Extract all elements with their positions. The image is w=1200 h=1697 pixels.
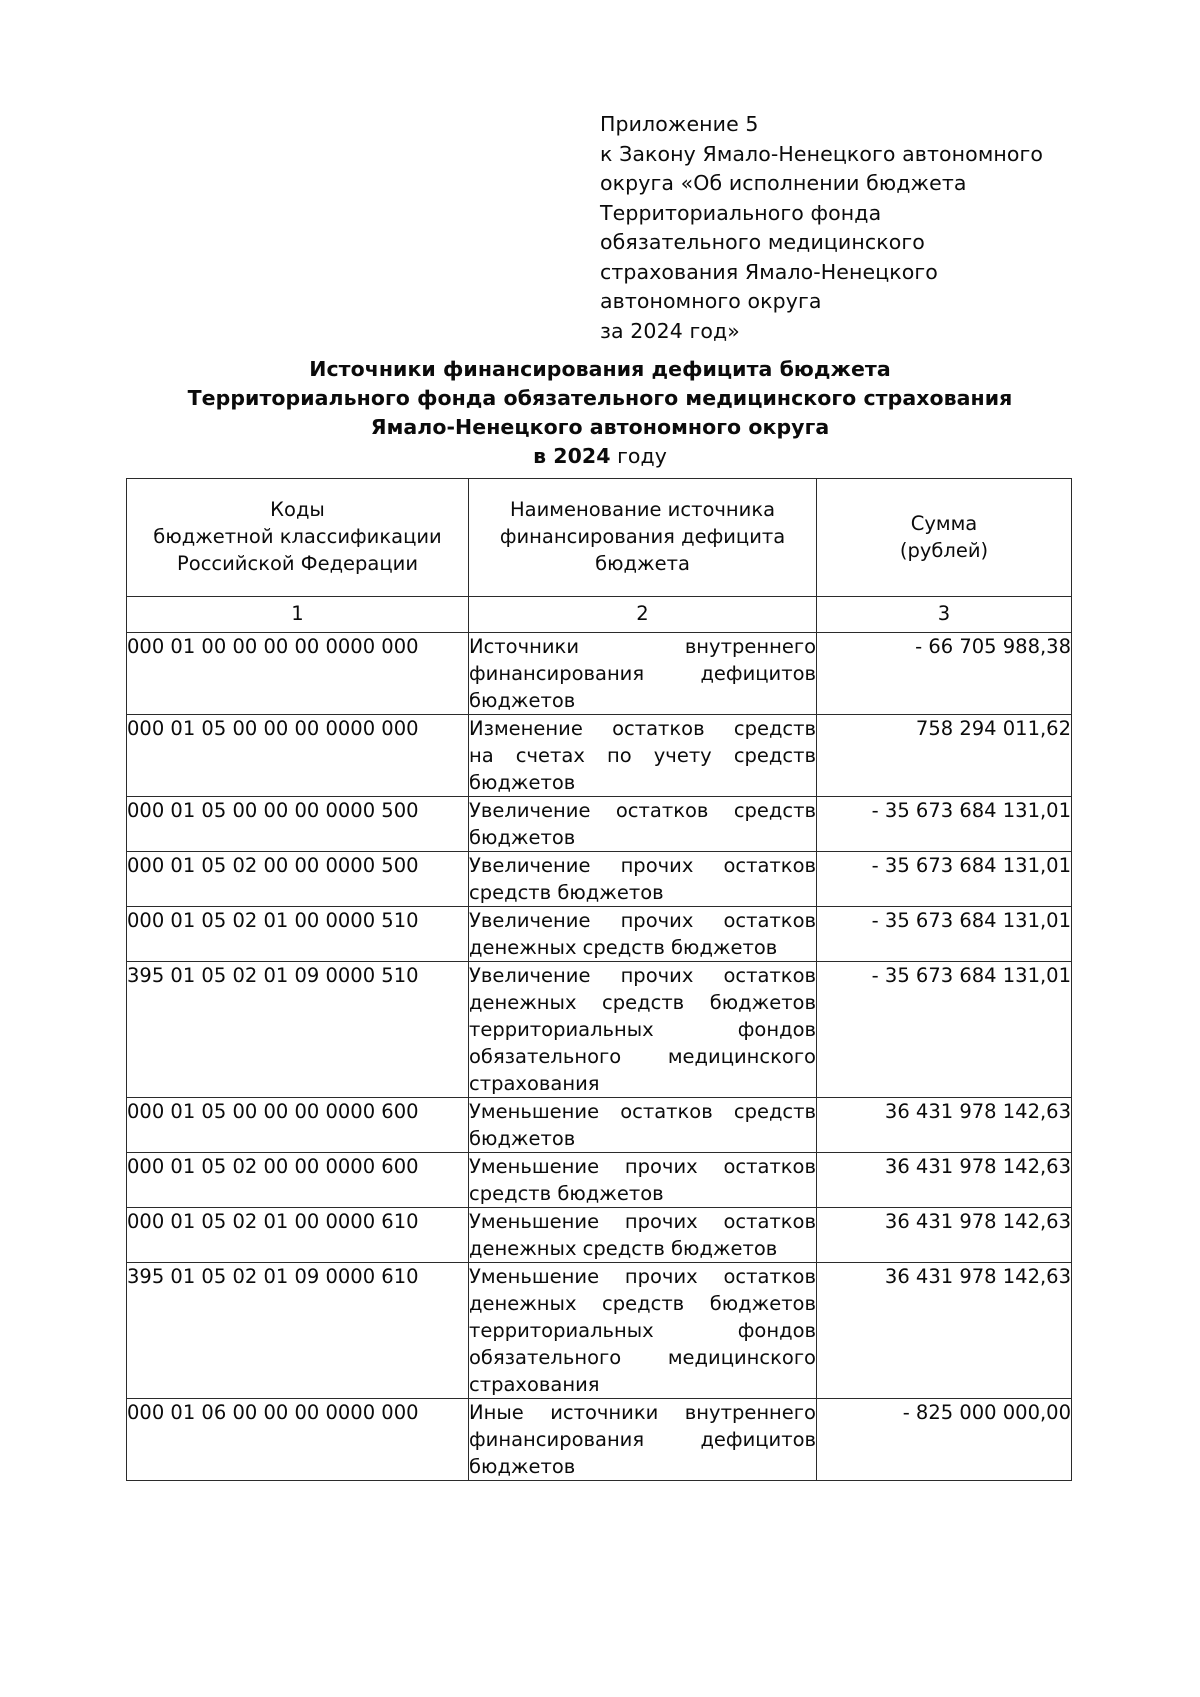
row-code-cell: 000 01 05 02 00 00 0000 600: [127, 1153, 469, 1208]
row-sum-value: 36 431 978 142,63: [884, 1100, 1071, 1123]
row-name-cell: [469, 1263, 817, 1399]
row-name-line: обязательного медицинского: [469, 1045, 816, 1068]
reference-line-1: Приложение 5: [600, 112, 759, 136]
row-code-cell: 000 01 05 00 00 00 0000 500: [127, 797, 469, 852]
table-header: [127, 479, 1072, 597]
page-title: [100, 355, 1100, 471]
row-sum-value: 36 431 978 142,63: [884, 1210, 1071, 1233]
table-row: [127, 1208, 1072, 1263]
row-sum-cell: [817, 1208, 1072, 1263]
table-row: [127, 1153, 1072, 1208]
column-header-sum: [817, 479, 1072, 597]
row-code-cell: 000 01 05 02 00 00 0000 500: [127, 852, 469, 907]
row-code-cell: 000 01 05 02 01 00 0000 510: [127, 907, 469, 962]
numbering-cell-2: 2: [469, 597, 817, 633]
row-name-line: Увеличение прочих остатков: [469, 909, 816, 932]
row-sum-value: - 825 000 000,00: [902, 1401, 1071, 1424]
row-name-cell: [469, 797, 817, 852]
row-code-cell: 000 01 05 00 00 00 0000 000: [127, 715, 469, 797]
row-sum-cell: [817, 715, 1072, 797]
row-name-cell: [469, 1208, 817, 1263]
row-name-line: бюджетов: [469, 771, 576, 794]
table-row: [127, 715, 1072, 797]
row-sum-value: - 35 673 684 131,01: [871, 909, 1071, 932]
row-name-cell: [469, 633, 817, 715]
row-sum-cell: [817, 633, 1072, 715]
column-header-codes: [127, 479, 469, 597]
title-line-2: Территориального фонда обязательного медицинского страхования: [187, 386, 1013, 410]
row-name-line: денежных средств бюджетов: [469, 1237, 778, 1260]
table-numbering-row: [127, 597, 1072, 633]
row-name-line: бюджетов: [469, 1455, 576, 1478]
column-header-sum-line-2: (рублей): [899, 538, 989, 562]
row-name-cell: [469, 1399, 817, 1481]
row-name-line: средств бюджетов: [469, 881, 664, 904]
row-name-line: обязательного медицинского: [469, 1346, 816, 1369]
table-row: [127, 1399, 1072, 1481]
row-sum-cell: [817, 1263, 1072, 1399]
numbering-cell-3: 3: [817, 597, 1072, 633]
row-name-line: финансирования дефицитов: [469, 662, 816, 685]
row-sum-cell: [817, 1399, 1072, 1481]
row-name-cell: [469, 715, 817, 797]
row-name-line: бюджетов: [469, 826, 576, 849]
table-header-row: [127, 479, 1072, 597]
table-row: [127, 907, 1072, 962]
row-name-line: Уменьшение прочих остатков: [469, 1265, 816, 1288]
row-name-line: денежных средств бюджетов: [469, 936, 778, 959]
column-header-codes-line-2: бюджетной классификации: [153, 525, 442, 548]
column-header-name-line-2: финансирования дефицита: [499, 525, 786, 548]
table-row: [127, 852, 1072, 907]
row-code-cell: 000 01 05 00 00 00 0000 600: [127, 1098, 469, 1153]
row-name-cell: [469, 852, 817, 907]
reference-line-5: обязательного медицинского: [600, 230, 925, 254]
row-name-line: на счетах по учету средств: [469, 744, 816, 767]
row-name-line: средств бюджетов: [469, 1182, 664, 1205]
row-name-line: Изменение остатков средств: [469, 717, 816, 740]
row-name-cell: [469, 962, 817, 1098]
reference-line-3: округа «Об исполнении бюджета: [600, 171, 967, 195]
row-name-line: Уменьшение остатков средств: [469, 1100, 816, 1123]
row-name-line: страхования: [469, 1072, 600, 1095]
reference-line-7: автономного округа: [600, 289, 822, 313]
row-name-line: бюджетов: [469, 689, 576, 712]
reference-line-8: за 2024 год»: [600, 318, 740, 343]
row-name-line: денежных средств бюджетов: [469, 1292, 816, 1315]
column-header-name-line-3: бюджета: [595, 552, 690, 575]
row-sum-value: 36 431 978 142,63: [884, 1265, 1071, 1288]
row-sum-cell: [817, 1098, 1072, 1153]
row-sum-cell: [817, 962, 1072, 1098]
row-sum-value: - 35 673 684 131,01: [871, 799, 1071, 822]
row-code-cell: 000 01 06 00 00 00 0000 000: [127, 1399, 469, 1481]
row-name-cell: [469, 1098, 817, 1153]
row-name-line: бюджетов: [469, 1127, 576, 1150]
table-row: [127, 1098, 1072, 1153]
column-header-name-line-1: Наименование источника: [509, 498, 776, 521]
row-name-line: Увеличение прочих остатков: [469, 964, 816, 987]
row-name-line: страхования: [469, 1373, 600, 1396]
row-sum-value: 758 294 011,62: [915, 717, 1071, 740]
title-line-1: Источники финансирования дефицита бюджета: [309, 357, 891, 381]
title-year-bold: в 2024: [533, 444, 611, 468]
row-name-line: денежных средств бюджетов: [469, 991, 816, 1014]
row-sum-cell: [817, 852, 1072, 907]
row-name-line: территориальных фондов: [469, 1319, 816, 1342]
table-row: [127, 633, 1072, 715]
row-code-cell: 395 01 05 02 01 09 0000 510: [127, 962, 469, 1098]
financing-sources-table: [126, 478, 1072, 1481]
row-name-line: Уменьшение прочих остатков: [469, 1155, 816, 1178]
table-row: [127, 797, 1072, 852]
table-row: [127, 1263, 1072, 1399]
row-sum-value: - 35 673 684 131,01: [871, 854, 1071, 877]
row-sum-value: - 66 705 988,38: [915, 635, 1071, 658]
row-name-line: финансирования дефицитов: [469, 1428, 816, 1451]
column-header-codes-line-1: Коды: [270, 498, 325, 521]
column-header-sum-line-1: Сумма: [910, 511, 978, 535]
row-sum-value: 36 431 978 142,63: [884, 1155, 1071, 1178]
reference-block: [600, 110, 1070, 346]
title-line-4: [100, 442, 1100, 471]
column-header-name: [469, 479, 817, 597]
row-name-line: Уменьшение прочих остатков: [469, 1210, 816, 1233]
title-line-3: Ямало-Ненецкого автономного округа: [370, 415, 830, 439]
row-sum-cell: [817, 907, 1072, 962]
row-sum-value: - 35 673 684 131,01: [871, 964, 1071, 987]
title-year-plain: году: [610, 444, 667, 468]
numbering-cell-1: 1: [127, 597, 469, 633]
row-code-cell: 000 01 00 00 00 00 0000 000: [127, 633, 469, 715]
row-name-line: Источники внутреннего: [469, 635, 816, 658]
row-name-line: Иные источники внутреннего: [469, 1401, 816, 1424]
table-row: [127, 962, 1072, 1098]
row-name-cell: [469, 1153, 817, 1208]
column-header-codes-line-3: Российской Федерации: [177, 552, 418, 575]
reference-line-6: страхования Ямало-Ненецкого: [600, 259, 938, 284]
row-sum-cell: [817, 1153, 1072, 1208]
row-name-line: Увеличение остатков средств: [469, 799, 816, 822]
row-code-cell: 395 01 05 02 01 09 0000 610: [127, 1263, 469, 1399]
reference-line-4: Территориального фонда: [600, 200, 882, 225]
row-code-cell: 000 01 05 02 01 00 0000 610: [127, 1208, 469, 1263]
reference-line-2: к Закону Ямало-Ненецкого автономного: [600, 141, 1044, 166]
row-name-line: территориальных фондов: [469, 1018, 816, 1041]
table-body: [127, 597, 1072, 1481]
row-name-cell: [469, 907, 817, 962]
row-sum-cell: [817, 797, 1072, 852]
row-name-line: Увеличение прочих остатков: [469, 854, 816, 877]
